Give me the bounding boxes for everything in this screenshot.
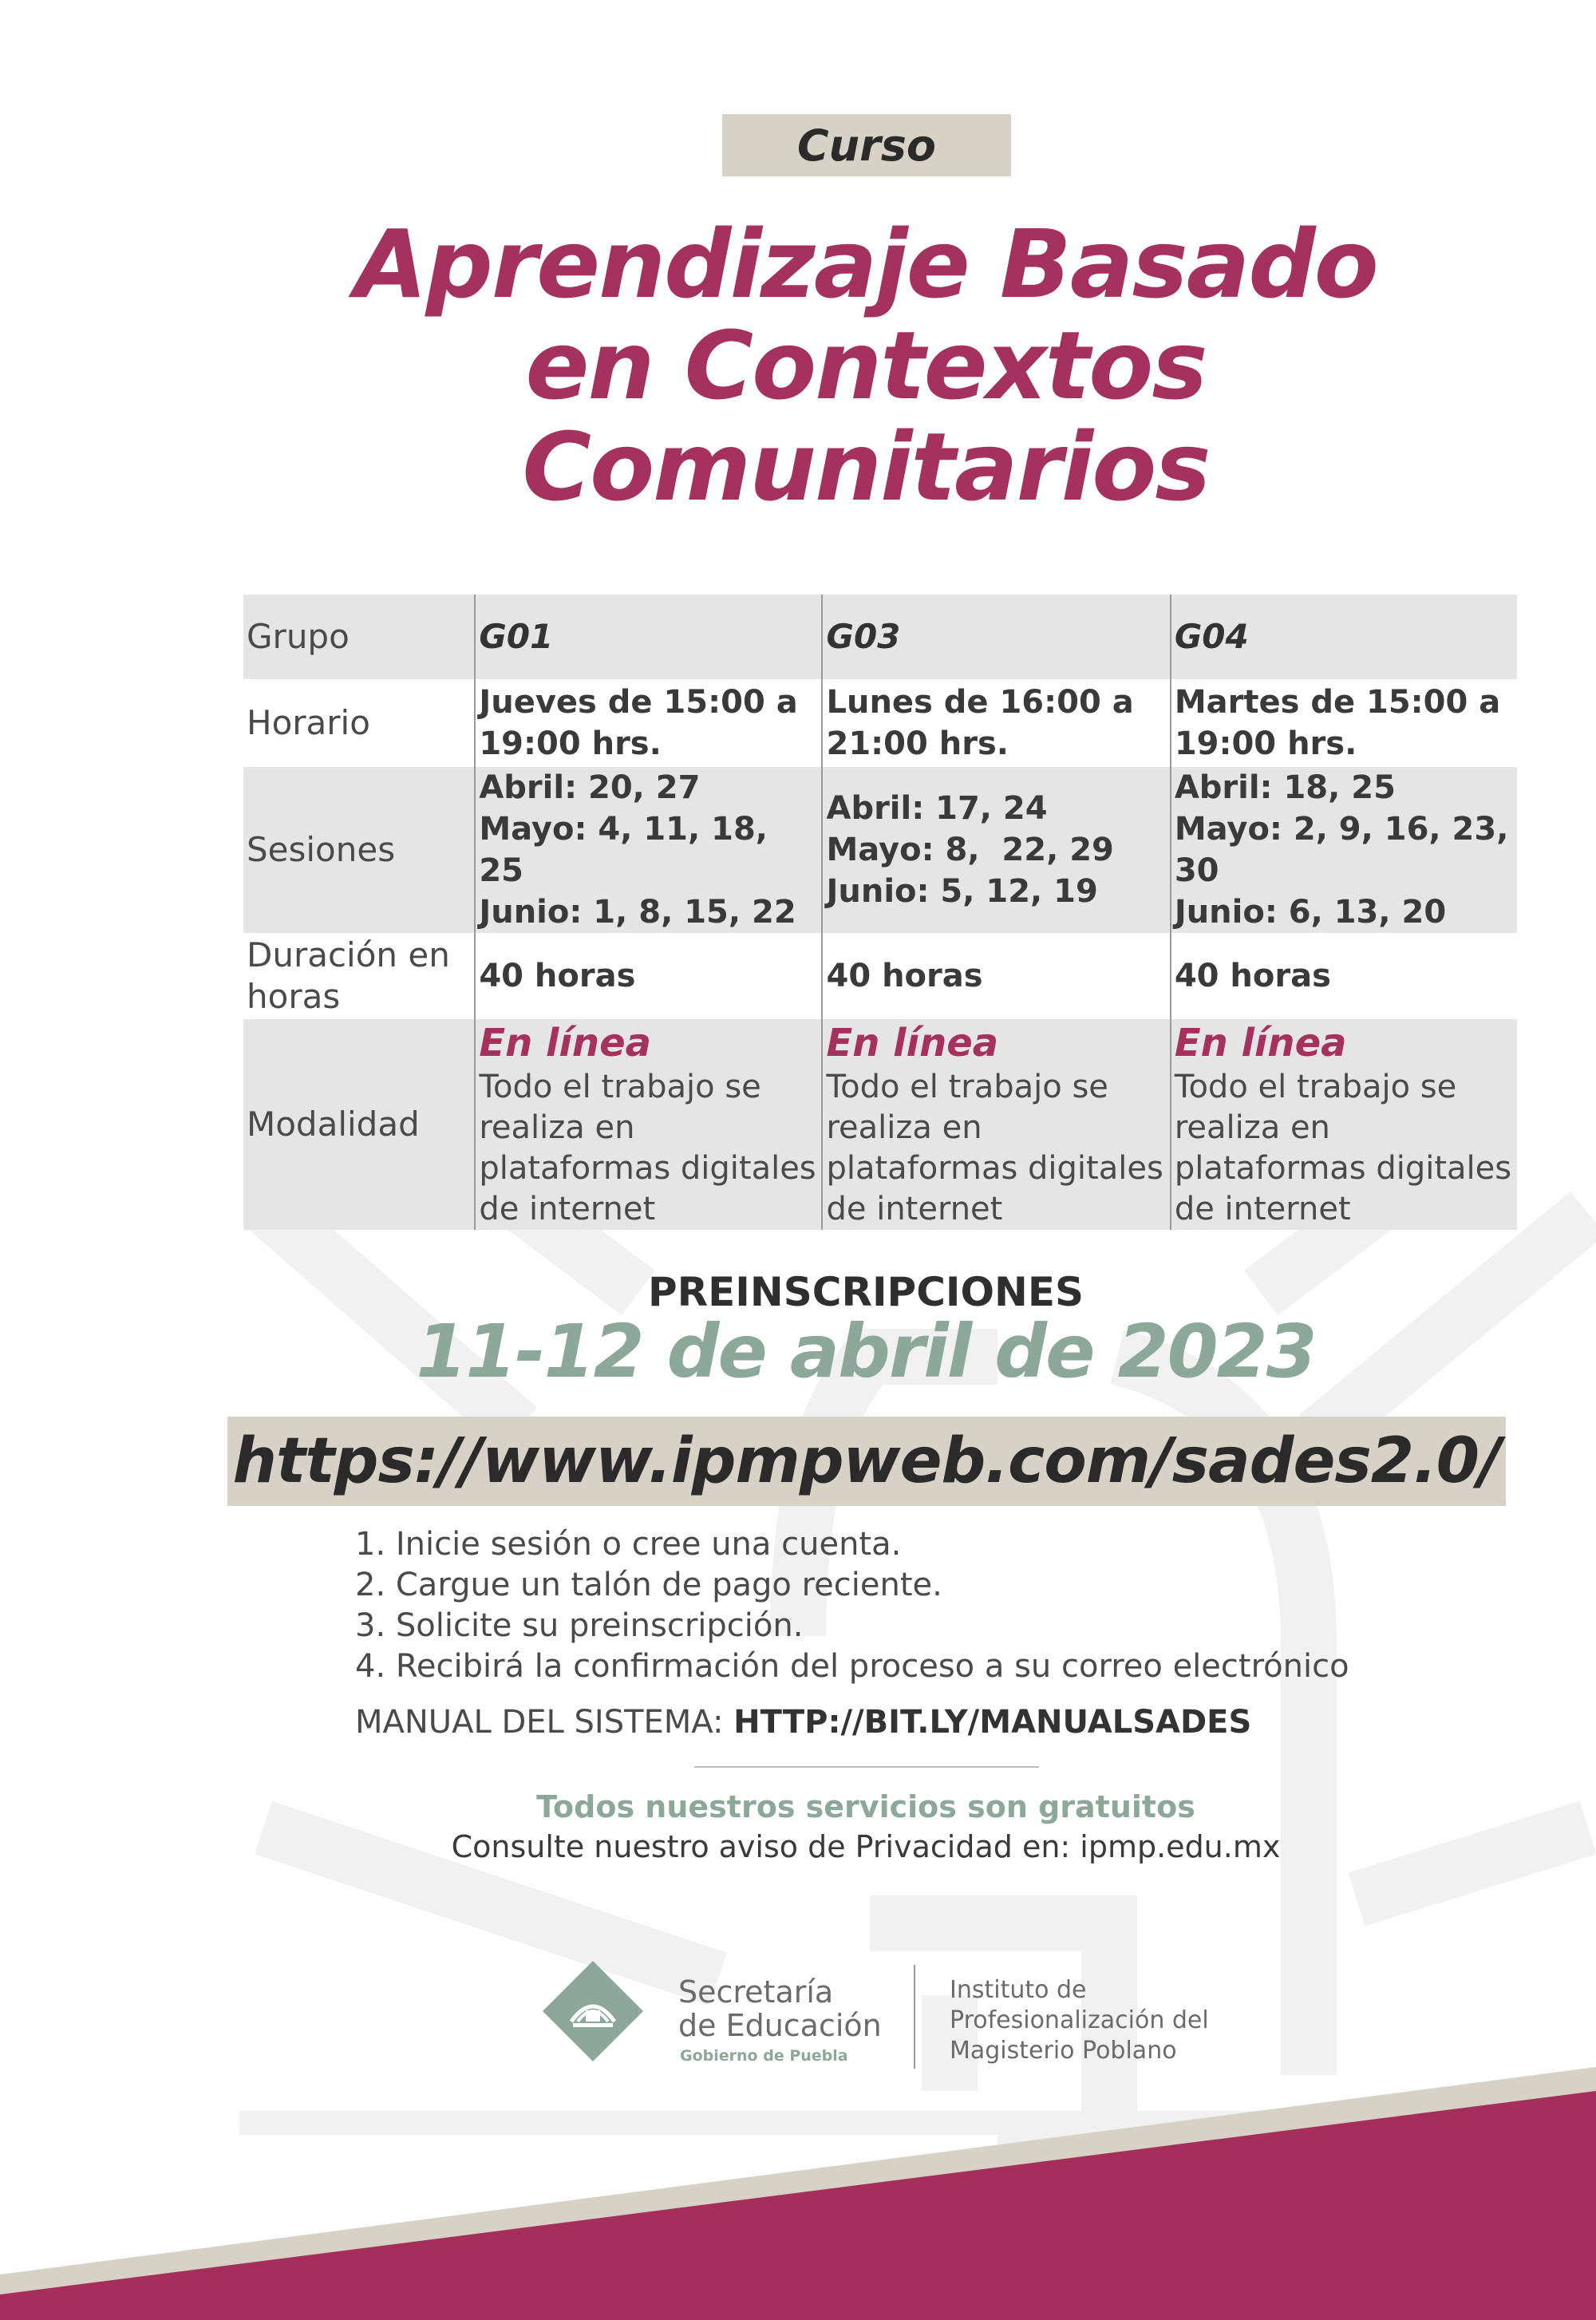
title-line-1: Aprendizaje Basado <box>354 209 1377 319</box>
ipmp-line-2: Profesionalización del <box>950 2006 1209 2034</box>
secretaria-name <box>678 1975 882 2042</box>
secretaria-line-2: de Educación <box>678 2008 882 2043</box>
table-row-sesiones <box>243 767 1517 933</box>
group-name <box>822 595 1170 679</box>
session-line: Junio: 5, 12, 19 <box>826 873 1098 910</box>
registration-url-link[interactable]: https://www.ipmpweb.com/sades2.0/ <box>227 1417 1506 1506</box>
modality-online: En línea <box>1174 1021 1347 1065</box>
modality-online: En línea <box>479 1021 652 1065</box>
sessions-cell <box>475 767 822 933</box>
step-item: 2. Cargue un talón de pago reciente. <box>355 1567 942 1603</box>
preregistration-label: PREINSCRIPCIONES <box>647 1269 1084 1315</box>
table-row-modalidad <box>243 1019 1517 1230</box>
sessions-cell <box>1171 767 1517 933</box>
row-label: Modalidad <box>243 1019 475 1230</box>
title-line-3: Comunitarios <box>522 412 1210 522</box>
ipmp-line-1: Instituto de <box>950 1976 1087 2004</box>
session-line: Abril: 17, 24 <box>826 790 1048 827</box>
duration-cell: 40 horas <box>822 933 1170 1019</box>
group-name <box>1171 595 1517 679</box>
footer-band <box>0 2043 1596 2320</box>
manual-link[interactable]: HTTP://BIT.LY/MANUALSADES <box>733 1704 1252 1741</box>
step-item: 4. Recibirá la confirmación del proceso a su correo electrónico <box>355 1648 1349 1685</box>
session-line: Mayo: 4, 11, 18, 25 <box>479 811 768 889</box>
step-item: 1. Inicie sesión o cree una cuenta. <box>355 1526 902 1563</box>
session-line: Mayo: 2, 9, 16, 23, 30 <box>1174 811 1509 889</box>
session-line: Junio: 6, 13, 20 <box>1174 894 1447 931</box>
row-label: Duración en horas <box>243 933 475 1019</box>
group-g03: G03 <box>826 617 901 656</box>
table-row-duracion <box>243 933 1517 1019</box>
free-services-note: Todos nuestros servicios son gratuitos <box>536 1789 1195 1824</box>
schedule-cell: Lunes de 16:00 a 21:00 hrs. <box>822 679 1170 767</box>
manual-label: MANUAL DEL SISTEMA: <box>355 1704 734 1741</box>
session-line: Abril: 18, 25 <box>1174 769 1396 806</box>
modality-cell <box>475 1019 822 1230</box>
privacy-notice: Consulte nuestro aviso de Privacidad en: ipmp.edu.mx <box>451 1829 1281 1864</box>
sessions-cell <box>822 767 1170 933</box>
divider <box>694 1766 1039 1768</box>
title-line-2: en Contextos <box>525 310 1207 421</box>
duration-cell: 40 horas <box>1174 958 1331 994</box>
duration-cell: 40 horas <box>475 933 822 1019</box>
preregistration-date: 11-12 de abril de 2023 <box>416 1309 1316 1394</box>
row-label: Grupo <box>243 595 475 679</box>
session-line: Mayo: 8, 22, 29 <box>826 832 1114 868</box>
schedule-cell: Martes de 15:00 a 19:00 hrs. <box>1174 684 1501 762</box>
secretaria-line-1: Secretaría <box>678 1974 834 2010</box>
modality-online: En línea <box>826 1021 999 1065</box>
modality-description: Todo el trabajo se realiza en plataformas digitales de internet <box>479 1069 816 1227</box>
session-line: Abril: 20, 27 <box>479 769 701 806</box>
modality-cell <box>1171 1019 1517 1230</box>
step-item: 3. Solicite su preinscripción. <box>355 1607 804 1644</box>
group-g04: G04 <box>1174 617 1249 656</box>
course-title <box>0 209 1596 522</box>
modality-cell <box>822 1019 1170 1230</box>
modality-description: Todo el trabajo se realiza en plataformas digitales de internet <box>1174 1069 1512 1227</box>
schedule-cell: Jueves de 15:00 a 19:00 hrs. <box>475 679 822 767</box>
row-label: Horario <box>243 679 475 767</box>
table-row-horario <box>243 679 1517 767</box>
course-schedule-table <box>243 595 1517 1230</box>
group-name <box>475 595 822 679</box>
modality-description: Todo el trabajo se realiza en plataformas digitales de internet <box>826 1069 1163 1227</box>
ipmp-line-3: Magisterio Poblano <box>950 2037 1177 2065</box>
row-label: Sesiones <box>243 767 475 933</box>
group-g01: G01 <box>479 617 554 656</box>
table-row-grupo <box>243 595 1517 679</box>
gobierno-puebla-label: Gobierno de Puebla <box>680 2047 848 2065</box>
course-tag: Curso <box>722 114 1011 176</box>
steps-list <box>355 1524 1349 1687</box>
session-line: Junio: 1, 8, 15, 22 <box>479 894 796 931</box>
system-manual <box>355 1704 1251 1741</box>
